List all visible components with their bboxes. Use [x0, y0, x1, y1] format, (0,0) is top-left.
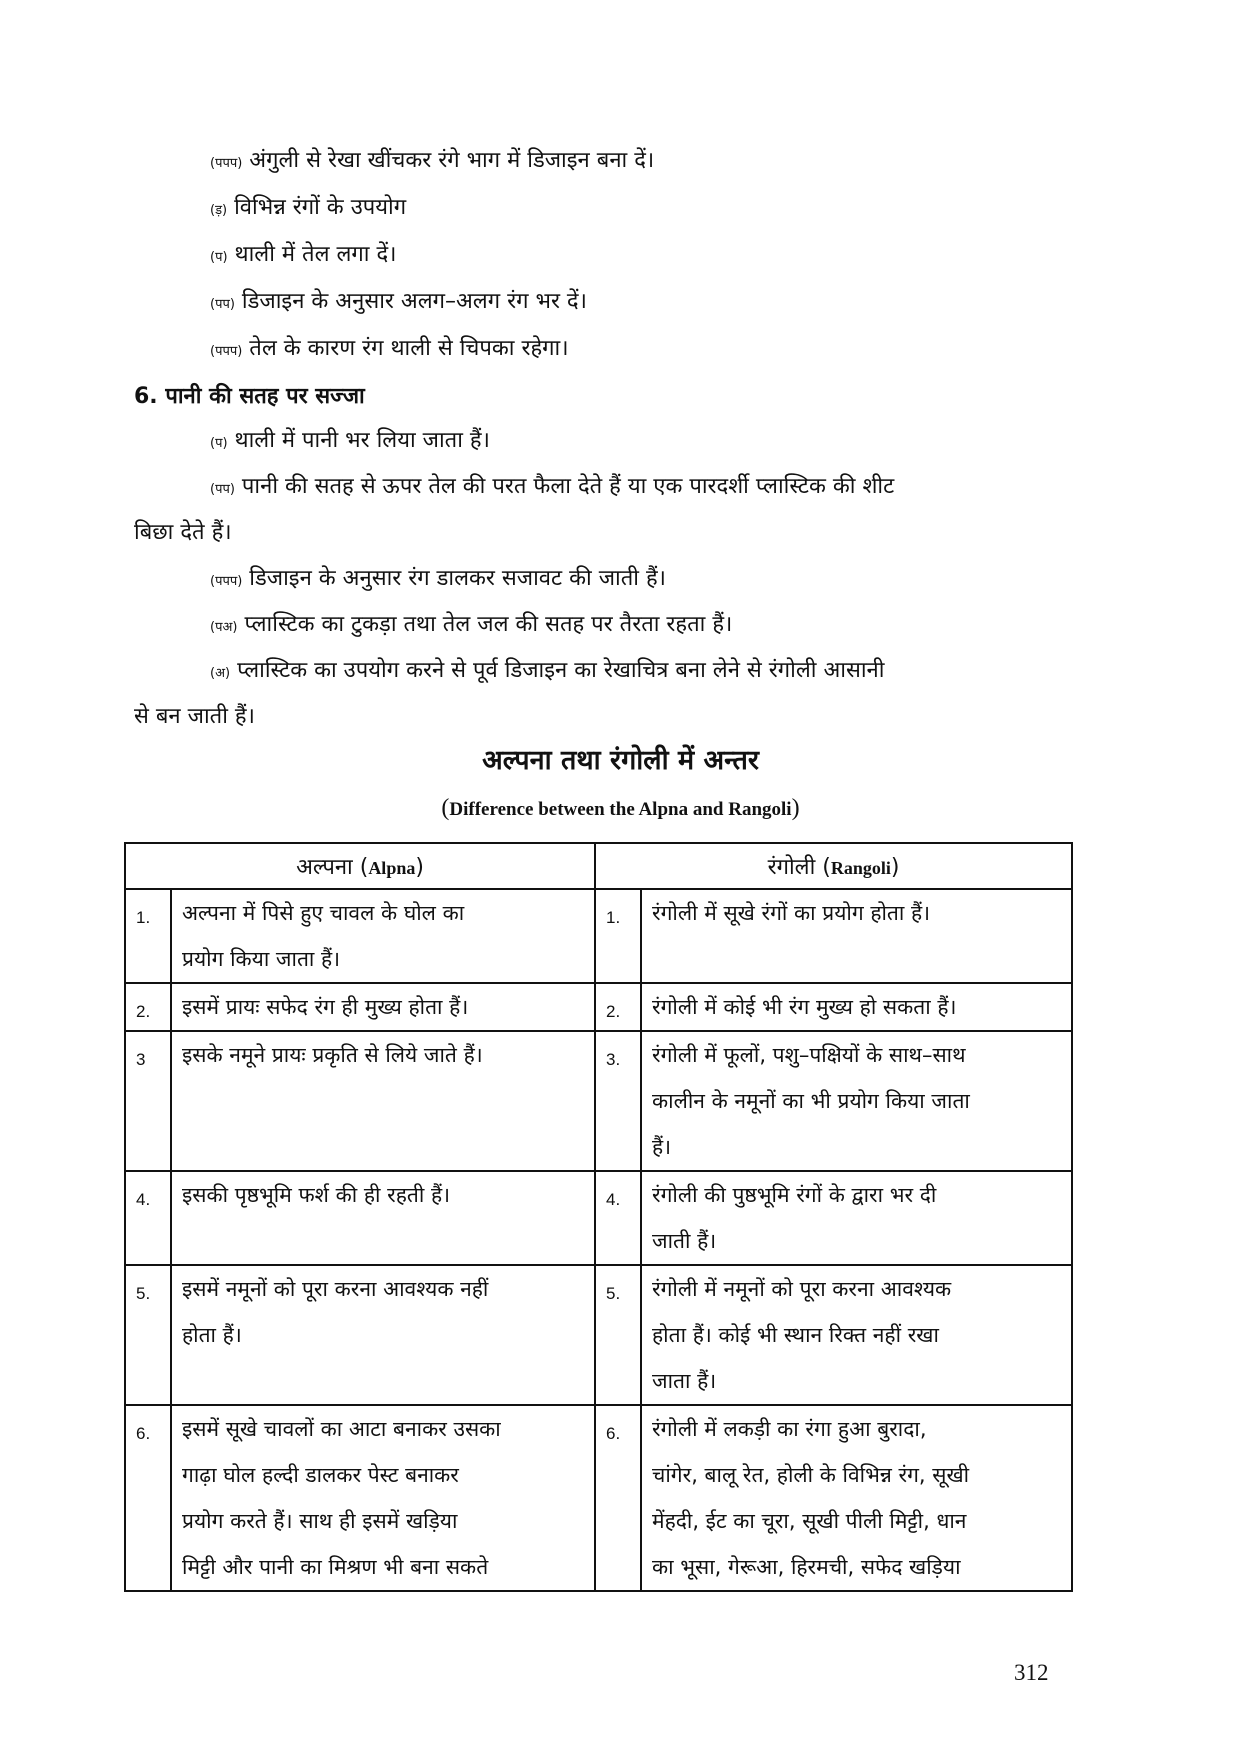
row-number: 4. [595, 1171, 641, 1265]
table-title: अल्पना तथा रंगोली में अन्तर [482, 745, 759, 776]
rangoli-cell [641, 983, 1072, 1031]
step-line [210, 334, 569, 367]
cell-line: रंगोली में लकड़ी का रंगा हुआ बुरादा, [652, 1417, 927, 1441]
cell-line: चांगेर, बालू रेत, होली के विभिन्न रंग, सूखी [652, 1463, 970, 1487]
row-number: 2. [595, 983, 641, 1031]
row-number: 5. [595, 1265, 641, 1405]
step-marker: (पप) [210, 482, 235, 497]
row-number: 4. [125, 1171, 171, 1265]
cell-line: अल्पना में पिसे हुए चावल के घोल का [182, 901, 465, 925]
step-marker: (अ) [210, 666, 231, 681]
cell-line: इसकी पृष्ठभूमि फर्श की ही रहती हैं। [182, 1183, 451, 1207]
rangoli-cell [641, 1265, 1072, 1405]
step-line [210, 240, 397, 273]
step-line [210, 426, 490, 459]
cell-line: प्रयोग करते हैं। साथ ही इसमें खड़िया [182, 1509, 458, 1533]
alpna-cell [171, 1171, 595, 1265]
rangoli-cell [641, 889, 1072, 983]
table-subtitle: (Difference between the Alpna and Rangoli) [441, 795, 800, 821]
alpna-cell [171, 1265, 595, 1405]
header-rangoli: रंगोली (Rangoli) [595, 843, 1072, 889]
step-text-continuation: से बन जाती हैं। [134, 704, 255, 729]
row-number: 6. [125, 1405, 171, 1591]
table-row [125, 1171, 1072, 1265]
cell-line: इसमें नमूनों को पूरा करना आवश्यक नहीं [182, 1277, 489, 1301]
cell-line: रंगोली में नमूनों को पूरा करना आवश्यक [652, 1277, 952, 1301]
cell-line: होता हैं। कोई भी स्थान रिक्त नहीं रखा [652, 1323, 939, 1347]
row-number: 6. [595, 1405, 641, 1591]
step-line [210, 287, 587, 320]
cell-line: इसके नमूने प्रायः प्रकृति से लिये जाते हैं। [182, 1043, 483, 1067]
row-number: 1. [125, 889, 171, 983]
header-rangoli-hindi: रंगोली [767, 855, 816, 880]
cell-line: रंगोली में सूखे रंगों का प्रयोग होता हैं। [652, 901, 931, 925]
step-text: डिजाइन के अनुसार अलग–अलग रंग भर दें। [241, 289, 587, 314]
row-number: 3 [125, 1031, 171, 1171]
header-alpna: अल्पना (Alpna) [125, 843, 595, 889]
alpna-cell [171, 1031, 595, 1171]
step-marker: (पअ) [210, 620, 238, 635]
step-text: थाली में पानी भर लिया जाता हैं। [234, 428, 490, 453]
cell-line: इसमें प्रायः सफेद रंग ही मुख्य होता हैं। [182, 995, 469, 1019]
header-rangoli-english: Rangoli [830, 858, 891, 878]
step-line [210, 656, 884, 689]
step-line [210, 146, 654, 179]
cell-line: जाता हैं। [652, 1369, 717, 1393]
header-alpna-english: Alpna [368, 858, 416, 878]
section-heading: 6. पानी की सतह पर सज्जा [134, 384, 365, 409]
step-text: विभिन्न रंगों के उपयोग [234, 195, 407, 220]
table-subtitle-text: Difference between the Alpna and Rangoli [449, 799, 792, 820]
alpna-cell [171, 1405, 595, 1591]
step-text: थाली में तेल लगा दें। [234, 242, 397, 267]
table-row [125, 889, 1072, 983]
step-marker: (पपप) [210, 574, 243, 589]
step-text-continuation: बिछा देते हैं। [134, 520, 232, 545]
step-text: पानी की सतह से ऊपर तेल की परत फैला देते हैं या एक पारदर्शी प्लास्टिक की शीट [241, 474, 895, 499]
page-number: 312 [1014, 1660, 1049, 1685]
alpna-cell [171, 889, 595, 983]
step-text: डिजाइन के अनुसार रंग डालकर सजावट की जाती हैं। [249, 566, 666, 591]
step-line [210, 610, 732, 643]
cell-line: कालीन के नमूनों का भी प्रयोग किया जाता [652, 1089, 970, 1113]
cell-line: होता हैं। [182, 1323, 242, 1347]
cell-line: हैं। [652, 1135, 672, 1159]
table-row [125, 1265, 1072, 1405]
comparison-table [124, 842, 1073, 1592]
cell-line: रंगोली में फूलों, पशु–पक्षियों के साथ–साथ [652, 1043, 966, 1067]
step-marker: (पपप) [210, 344, 243, 359]
cell-line: रंगोली की पुष्ठभूमि रंगों के द्वारा भर दी [652, 1183, 937, 1207]
rangoli-cell [641, 1405, 1072, 1591]
rangoli-cell [641, 1031, 1072, 1171]
step-text: प्लास्टिक का टुकड़ा तथा तेल जल की सतह पर तैरता रहता हैं। [244, 612, 733, 637]
cell-line: रंगोली में कोई भी रंग मुख्य हो सकता हैं। [652, 995, 957, 1019]
cell-line: मेंहदी, ईट का चूरा, सूखी पीली मिट्टी, धान [652, 1509, 967, 1533]
step-line [210, 472, 894, 505]
cell-line: गाढ़ा घोल हल्दी डालकर पेस्ट बनाकर [182, 1463, 459, 1487]
step-text: प्लास्टिक का उपयोग करने से पूर्व डिजाइन का रेखाचित्र बना लेने से रंगोली आसानी [237, 658, 885, 683]
row-number: 3. [595, 1031, 641, 1171]
step-marker: (पप) [210, 297, 235, 312]
step-marker: (ड़) [210, 203, 228, 218]
alpna-cell [171, 983, 595, 1031]
cell-line: इसमें सूखे चावलों का आटा बनाकर उसका [182, 1417, 501, 1441]
rangoli-cell [641, 1171, 1072, 1265]
step-marker: (पपप) [210, 156, 243, 171]
cell-line: जाती हैं। [652, 1229, 717, 1253]
row-number: 5. [125, 1265, 171, 1405]
header-alpna-hindi: अल्पना [296, 855, 353, 880]
step-marker: (प) [210, 250, 228, 265]
table-row [125, 983, 1072, 1031]
row-number: 2. [125, 983, 171, 1031]
step-marker: (प) [210, 436, 228, 451]
row-number: 1. [595, 889, 641, 983]
table-row [125, 1405, 1072, 1591]
cell-line: मिट्टी और पानी का मिश्रण भी बना सकते [182, 1555, 489, 1579]
step-text: तेल के कारण रंग थाली से चिपका रहेगा। [249, 336, 569, 361]
cell-line: प्रयोग किया जाता हैं। [182, 947, 341, 971]
step-line [210, 564, 666, 597]
step-line [210, 193, 406, 226]
cell-line: का भूसा, गेरूआ, हिरमची, सफेद खड़िया [652, 1555, 961, 1579]
table-row [125, 1031, 1072, 1171]
table-header-row [125, 843, 1072, 889]
step-text: अंगुली से रेखा खींचकर रंगे भाग में डिजाइन बना दें। [249, 148, 655, 173]
